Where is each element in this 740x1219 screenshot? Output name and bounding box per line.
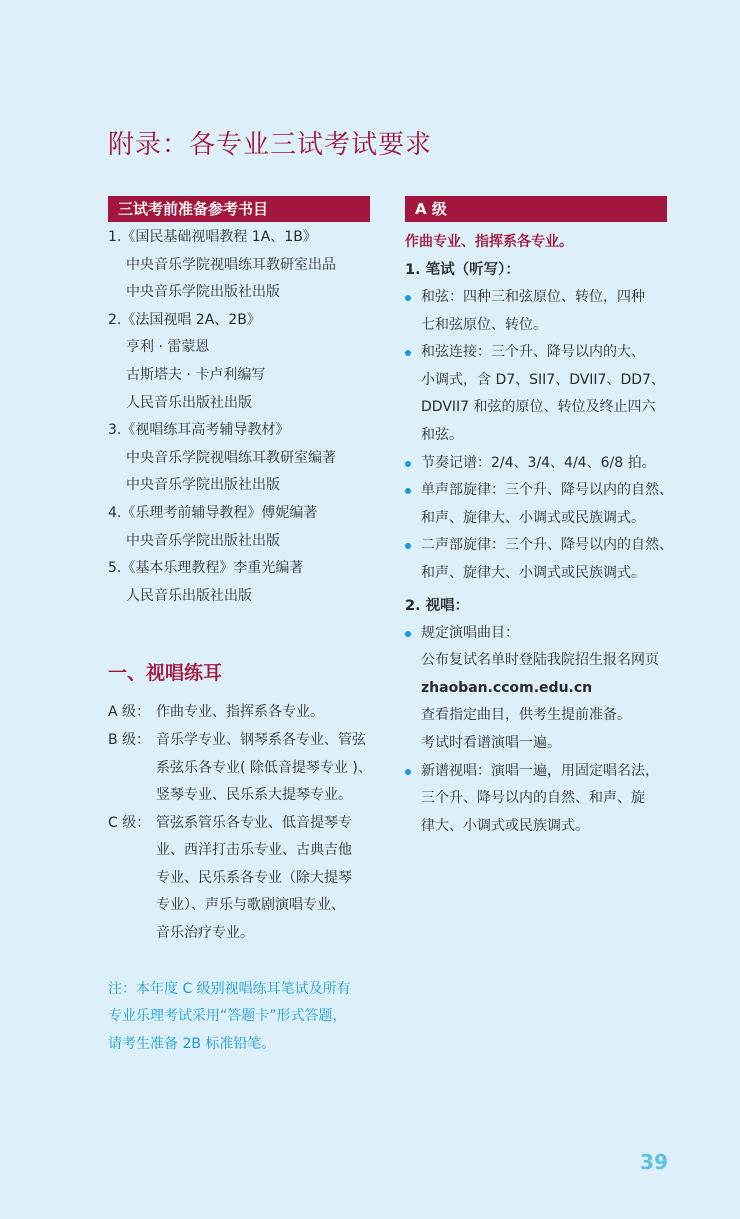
left-column xyxy=(108,196,370,1058)
bullet-line: 和声、旋律大、小调式或民族调式。 xyxy=(421,509,645,526)
level-key: A 级： xyxy=(108,704,151,721)
level-a-subtitle: 作曲专业、指挥系各专业。 xyxy=(405,234,573,250)
reference-books-bar: 三试考前准备参考书目 xyxy=(108,196,370,222)
book-detail: 中央音乐学院出版社出版 xyxy=(126,284,280,301)
level-a-bar: A 级 xyxy=(405,196,667,222)
note-line: 专业乐理考试采用“答题卡”形式答题， xyxy=(108,1008,347,1025)
bullet-line: 二声部旋律：三个升、降号以内的自然、 xyxy=(421,537,673,554)
level-key: B 级： xyxy=(108,731,151,748)
bullet-item xyxy=(405,284,667,339)
level-row xyxy=(108,810,370,948)
bullet-item xyxy=(405,339,667,449)
note-line: 请考生准备 2B 标准铅笔。 xyxy=(108,1035,276,1052)
book-detail: 中央音乐学院视唱练耳教研室编著 xyxy=(126,449,336,466)
reference-book-list xyxy=(108,224,370,610)
level-line: 专业、民乐系各专业（除大提琴 xyxy=(156,869,352,886)
bullet-line: 和声、旋律大、小调式或民族调式。 xyxy=(421,564,645,581)
page-number: 39 xyxy=(640,1150,668,1174)
note-paragraph xyxy=(108,976,370,1059)
note-line: 注：本年度 C 级别视唱练耳笔试及所有 xyxy=(108,980,351,997)
level-row xyxy=(108,699,370,727)
level-description xyxy=(156,727,372,810)
written-exam-list xyxy=(405,284,673,588)
level-key: C 级： xyxy=(108,814,151,831)
level-line: 系弦乐各专业( 除低音提琴专业 )、 xyxy=(156,759,372,776)
book-title: 2.《法国视唱 2A、2B》 xyxy=(108,311,261,328)
bullet-line: 和弦连接：三个升、降号以内的大、 xyxy=(421,344,645,361)
book-title: 3.《视唱练耳高考辅导教材》 xyxy=(108,422,290,439)
level-line: 管弦系管乐各专业、低音提琴专 xyxy=(156,814,352,831)
page-title: 附录：各专业三试考试要求 xyxy=(108,130,433,160)
level-line: 业、西洋打击乐专业、古典吉他 xyxy=(156,842,352,859)
bullet-line: 考试时看谱演唱一遍。 xyxy=(421,734,561,751)
bullet-item xyxy=(405,532,673,587)
book-detail: 亨利 · 雷蒙恩 xyxy=(126,339,210,356)
book-title: 1.《国民基础视唱教程 1A、1B》 xyxy=(108,229,317,245)
bullet-line: 公布复试名单时登陆我院招生报名网页 xyxy=(421,652,659,669)
book-detail: 中央音乐学院视唱练耳教研室出品 xyxy=(126,256,336,273)
admissions-url: zhaoban.ccom.edu.cn xyxy=(421,679,593,696)
book-detail: 古斯塔夫 · 卡卢利编写 xyxy=(126,366,266,383)
bullet-line: 三个升、降号以内的自然、和声、旋 xyxy=(421,790,645,807)
book-title: 4.《乐理考前辅导教程》傅妮编著 xyxy=(108,504,318,521)
bullet-item-prescribed-repertoire xyxy=(405,620,667,758)
bullet-item-new-sight-singing xyxy=(405,758,667,841)
level-list xyxy=(108,699,370,947)
written-exam-heading: 1. 笔试（听写）： xyxy=(405,262,520,278)
bullet-line: 查看指定曲目，供考生提前准备。 xyxy=(421,707,631,724)
book-title: 5.《基本乐理教程》李重光编著 xyxy=(108,560,304,577)
bullet-line: 律大、小调式或民族调式。 xyxy=(421,817,589,834)
level-description xyxy=(156,699,370,727)
level-description xyxy=(156,810,370,948)
bullet-item xyxy=(405,477,673,532)
level-line: 音乐学专业、钢琴系各专业、管弦 xyxy=(156,731,366,748)
level-line: 专业）、声乐与歌剧演唱专业、 xyxy=(156,897,345,914)
bullet-line: 规定演唱曲目： xyxy=(421,624,519,641)
bullet-item xyxy=(405,450,667,478)
bullet-line: 小调式，含 D7、SII7、DVII7、DD7、 xyxy=(421,371,665,388)
right-column xyxy=(405,196,673,840)
bullet-line: 和弦：四种三和弦原位、转位，四种 xyxy=(421,289,645,305)
level-row xyxy=(108,727,370,810)
book-detail: 人民音乐出版社出版 xyxy=(126,587,252,604)
section-title-sight-singing: 一、视唱练耳 xyxy=(108,662,223,685)
bullet-line: 七和弦原位、转位。 xyxy=(421,316,547,333)
bullet-line: 新谱视唱：演唱一遍，用固定唱名法， xyxy=(421,762,659,779)
bullet-line: 单声部旋律：三个升、降号以内的自然、 xyxy=(421,482,673,499)
book-detail: 人民音乐出版社出版 xyxy=(126,394,252,411)
book-detail: 中央音乐学院出版社出版 xyxy=(126,532,280,549)
level-line: 竖琴专业、民乐系大提琴专业。 xyxy=(156,787,352,804)
sight-singing-heading: 2. 视唱： xyxy=(405,597,470,614)
bullet-line: 节奏记谱：2/4、3/4、4/4、6/8 拍。 xyxy=(421,454,656,471)
level-line: 音乐治疗专业。 xyxy=(156,925,254,942)
level-line: 作曲专业、指挥系各专业。 xyxy=(156,704,324,721)
bullet-line: DDVII7 和弦的原位、转位及终止四六 xyxy=(421,399,656,416)
bullet-line: 和弦。 xyxy=(421,426,463,443)
book-detail: 中央音乐学院出版社出版 xyxy=(126,477,280,494)
